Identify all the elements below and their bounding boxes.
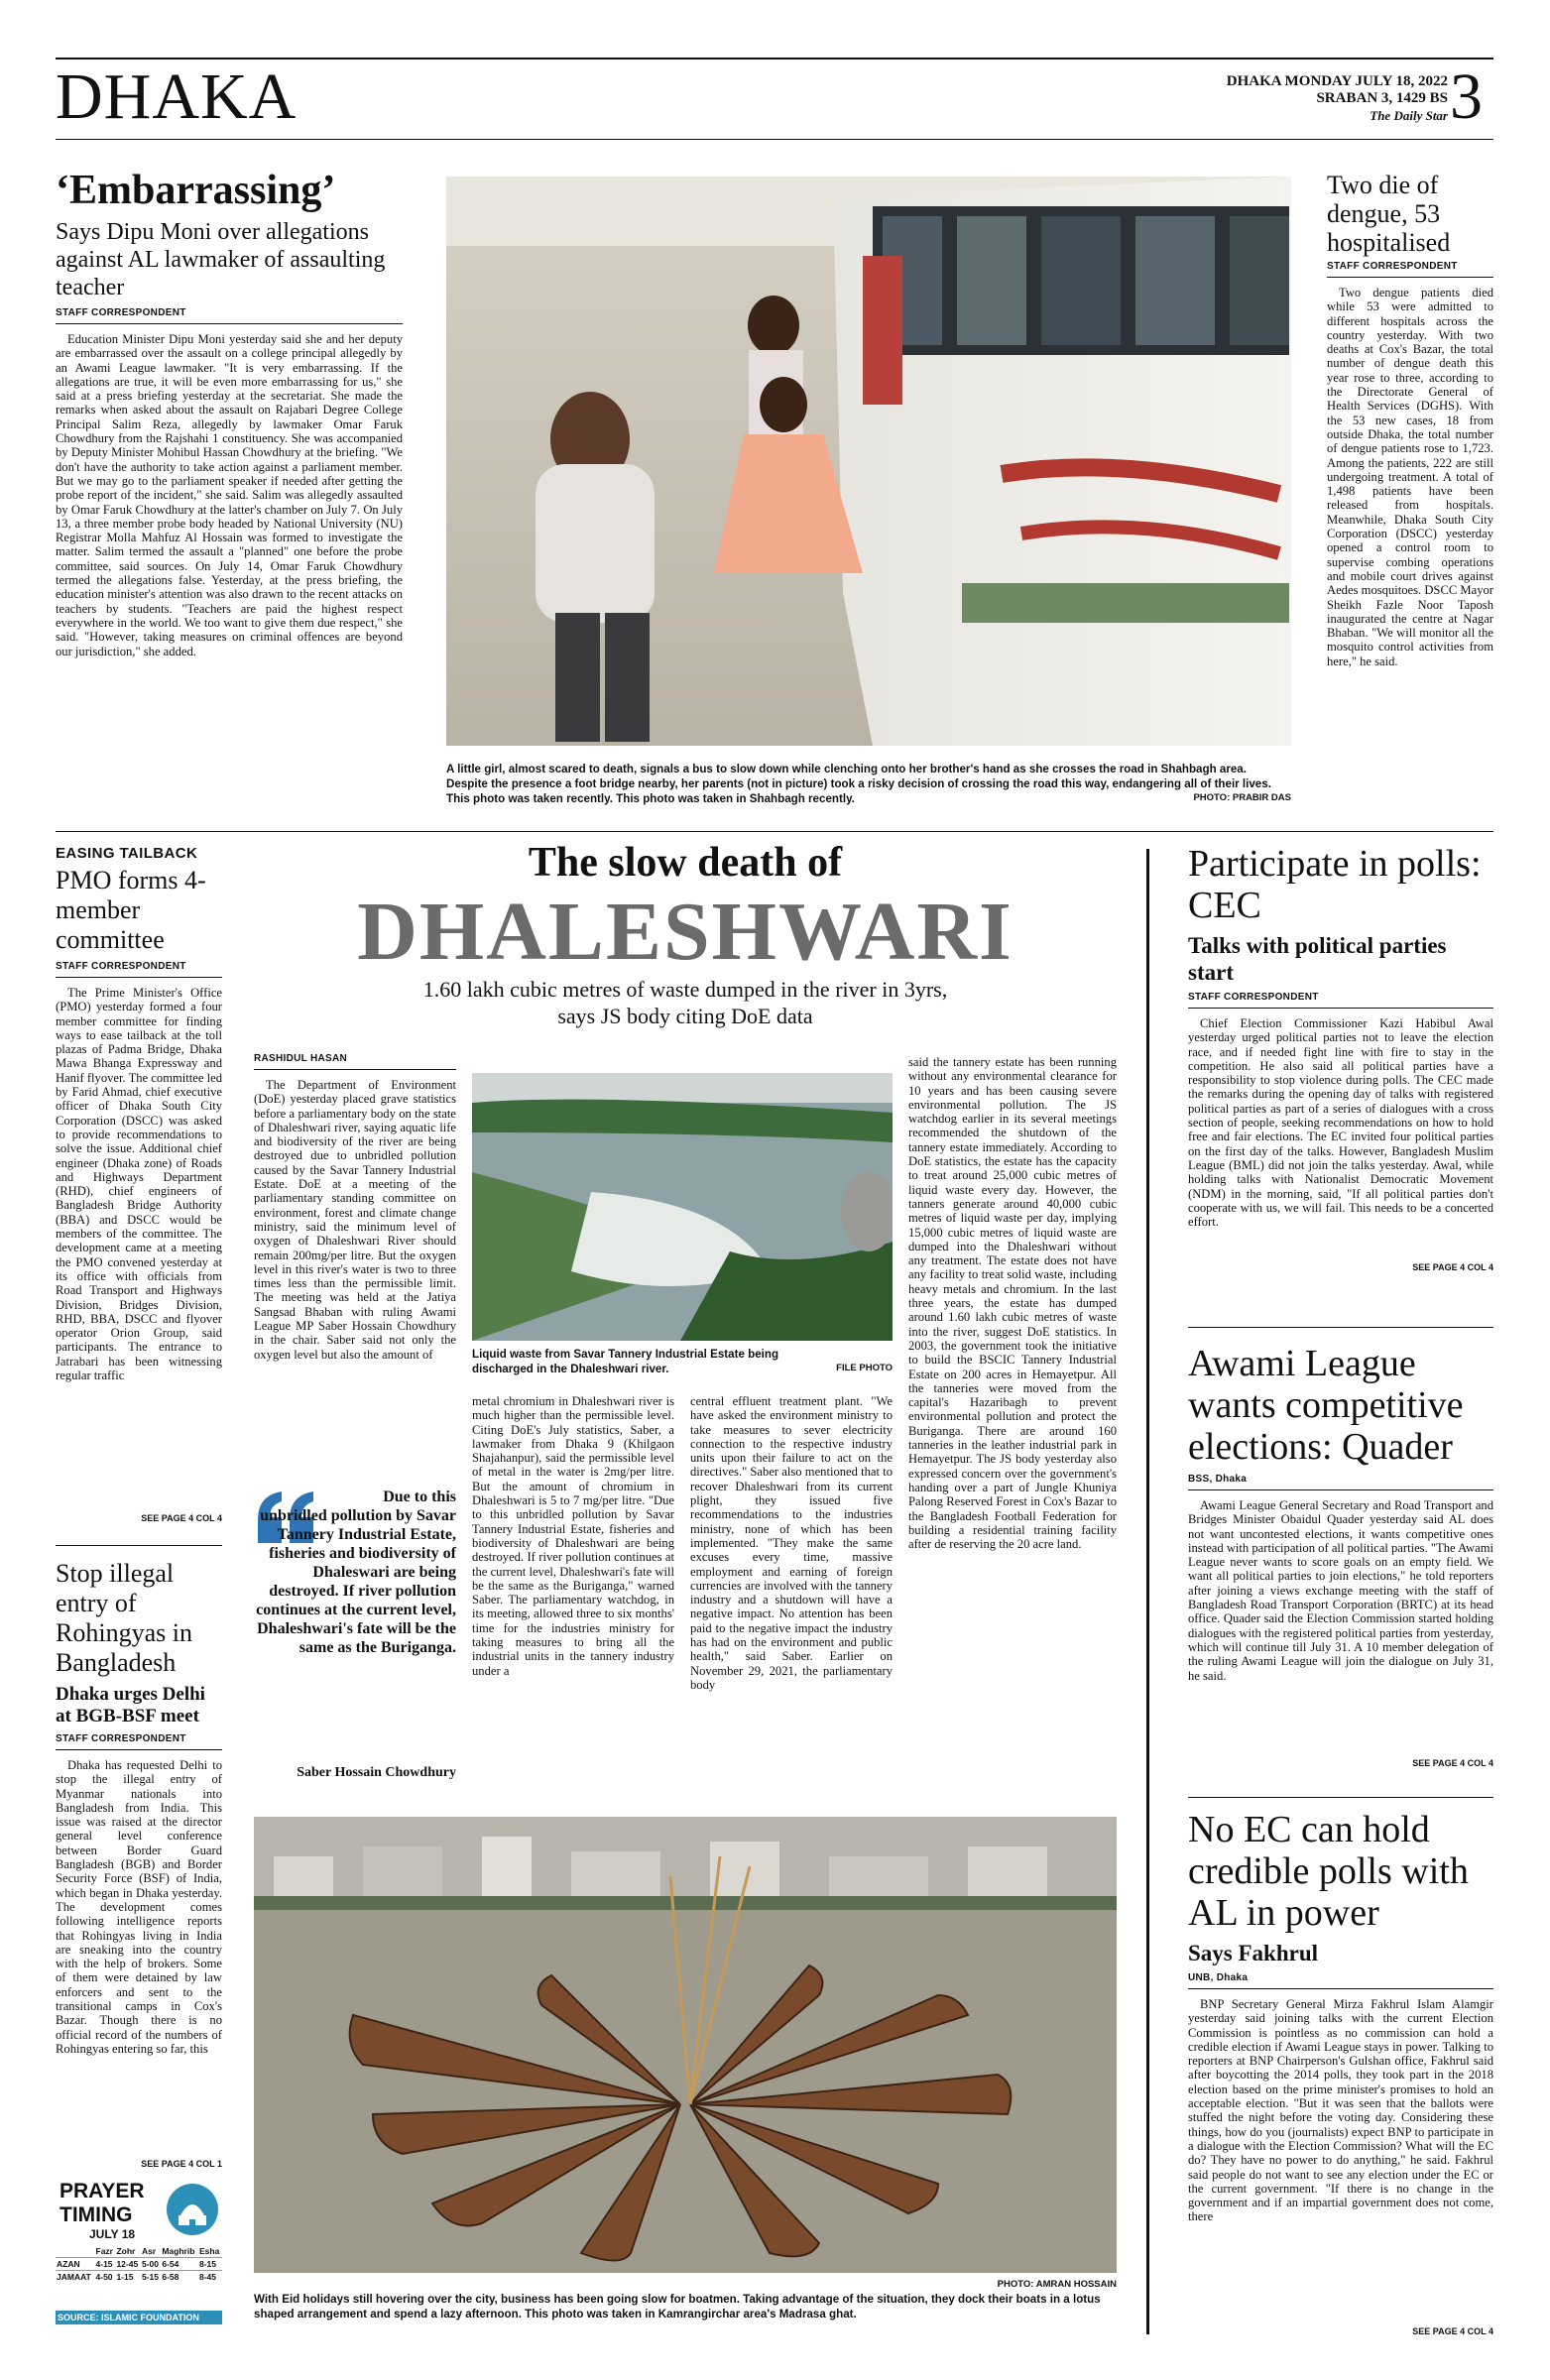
paper-name: The Daily Star xyxy=(1370,108,1448,123)
pmo-byline: STAFF CORRESPONDENT xyxy=(56,961,186,972)
bus-crossing-photo xyxy=(446,177,1291,746)
river-photo-caption: Liquid waste from Savar Tannery Industrial Estate being discharged in the Dhaleshwari river. xyxy=(472,1348,779,1375)
dhaleshwari-col3: central effluent treatment plant. "We have asked the environment ministry to take measures to sever electricity connection to the respective industry units upon their failure to act on the directives." Saber also mentioned that to recover Dhaleshwari from its current plight, they issued five recommendations to the industries ministry, none of which has been implemented. "They make the same excuses every time, massive employment and earning of foreign currencies are involved with the tannery industry and a shutdown will have a negative impact. No attention has been paid to the negative impact the industry has had on the environment and public health," said Saber. Earlier on November 29, 2021, the parliamentary body xyxy=(690,1394,893,1692)
dhaleshwari-headline-main: DHALESHWARI xyxy=(357,886,1013,978)
boats-lotus-photo xyxy=(254,1817,1117,2273)
quader-body: Awami League General Secretary and Road Transport and Bridges Minister Obaidul Quader yesterday said AL does not want uncontested elections, it wants competitive ones instead with participation of all political parties. "The Awami League never wants to score goals on an empty field. We want all political parties to join elections," he told reporters after joining a views exchange meeting with the staff of Bangladesh Road Transport Corporation (BRTC) at its head office. Quader said the Election Commission started holding dialogues with the registered political parties from yesterday, which will continue till July 31. A 10 member delegation of the ruling Awami League will join the dialogue on July 31, he said. xyxy=(1188,1498,1493,1683)
rohingya-subhead: Dhaka urges Delhi at BGB-BSF meet xyxy=(56,1684,205,1726)
prayer-date: JULY 18 xyxy=(89,2227,136,2241)
pull-quote-attribution: Saber Hossain Chowdhury xyxy=(297,1765,456,1780)
prayer-timing-box xyxy=(56,2178,222,2336)
quader-byline: BSS, Dhaka xyxy=(1188,1474,1248,1485)
rohingya-headline: Stop illegal entry of Rohingyas in Bangladesh xyxy=(56,1559,192,1677)
embarrassing-subhead: Says Dipu Moni over allegations against AL lawmaker of assaulting teacher xyxy=(56,219,386,300)
dhaleshwari-col4: said the tannery estate has been running without any environmental clearance for 10 years and has been causing severe environmental pollution. The JS watchdog earlier in its several meetings recommended the shutdown of the tannery estate immediately. According to DoE statistics, the estate has the capacity to treat around 25,000 cubic metres of liquid waste every day. However, the tanners generate around 40,000 cubic metres of liquid waste per day, implying 15,000 cubic metres of liquid waste are dumped into the Dhaleshwari without any treatment. The estate does not have any facility to treat solid waste, including heavy metals and chromium. In the last three years, the estate has dumped around 1.60 lakh cubic metres of waste into the river, suggest DoE statistics. In 2003, the government took the initiative to build the BSCIC Tannery Industrial Estate on 200 acres in Hemayetpur. All the tanneries were moved from the capital's Hazaribagh to prevent environmental pollution and protect the Buriganga. There are around 160 tanneries in the leather industrial park in Hemayetpur. The JS body yesterday also expressed concern over the government's handing over a part of Jungle Khuniya Palong Reserved Forest in Cox's Bazar to the Bangladesh Football Federation for building a residential training facility after de reserving the 20 acre land. xyxy=(908,1055,1117,1552)
bangla-date: SRABAN 3, 1429 BS xyxy=(1316,90,1448,106)
cec-body: Chief Election Commissioner Kazi Habibul Awal yesterday urged political parties not to leave the election race, and if needed fight line with fire to stay in the competition. He also said all political parties have a responsibility to stop violence during polls. The CEC made the remarks during the opening day of talks with registered political parties as part of a series of dialogues with a cross section of people, seeking recommendations on how to hold free and fair elections. The EC invited four political parties on the first day of the talks. However, Bangladesh Muslim League (BML) did not join the talks yesterday. Awal, while holding talks with Nationalist Democratic Movement (NDM) in the morning, said, "If all political parties don't cooperate with us, we will fail. This needs to be a concerted effort. xyxy=(1188,1016,1493,1230)
cec-see-page: SEE PAGE 4 COL 4 xyxy=(1412,1262,1493,1272)
river-waste-photo xyxy=(472,1073,893,1341)
fakhrul-byline: UNB, Dhaka xyxy=(1188,1972,1249,1983)
river-photo-credit: FILE PHOTO xyxy=(836,1363,893,1373)
pmo-body: The Prime Minister's Office (PMO) yesterday formed a four member committee for finding ways to ease tailback at the toll plazas of Padma Bridge, Dhaka Mawa Bhanga Expressway and Hanif flyover. The committee led by Farid Ahmad, chief executive officer of Dhaka South City Corporation (DSCC) was asked to provide recommendations to solve the issue. Additional chief engineer (Dhaka zone) of Roads and Highways Department (RHD), chief engineers of Bangladesh Bridge Authority (BBA) and DSCC would be members of the committee. The development came at a meeting the PMO convened yesterday at its office with officials from Road Transport and Highways Division, Bridges Division, RHD, BBA, DSCC and flyover operator Orion Group, said participants. The entrance to Jatrabari has been witnessing regular traffic xyxy=(56,986,222,1383)
section-title: DHAKA xyxy=(56,60,298,133)
quader-headline: Awami League wants competitive elections: Quader xyxy=(1188,1343,1464,1468)
dengue-headline: Two die of dengue, 53 hospitalised xyxy=(1327,171,1451,257)
quader-see-page: SEE PAGE 4 COL 4 xyxy=(1412,1758,1493,1768)
fakhrul-subhead: Says Fakhrul xyxy=(1188,1941,1319,1965)
boat-photo-caption: With Eid holidays still hovering over the city, business has been going slow for boatmen. Taking advantage of the situation, they dock their boats in a lotus shaped arrangement and spend a lazy afternoon. This photo was taken in Kamrangirchar area's Madrasa ghat. xyxy=(254,2293,1101,2320)
cec-headline: Participate in polls: CEC xyxy=(1188,843,1482,926)
dhaleshwari-col2: metal chromium in Dhaleshwari river is much higher than the permissible level. Citing DoE's July statistics, Saber, a lawmaker from Dhaka 9 (Khilgaon Shajahanpur), said the permissible level of metal in the water is 2mg/per litre. But the amount of chromium in Dhaleshwari is 5 to 7 mg/per litre. "Due to this unbridled pollution by Savar Tannery Industrial Estate, fisheries and biodiversity of Dhaleshwari are being destroyed. If river pollution continues at the current level, Dhaleshwari's fate will be the same as the Buriganga," warned Saber. The parliamentary watchdog, in its meeting, allowed three to six months' time for the industries ministry for taking measures to bring all the industrial units in the tannery industry under a xyxy=(472,1394,674,1678)
dengue-body: Two dengue patients died while 53 were admitted to different hospitals across the country yesterday. With two deaths at Cox's Bazar, the total number of dengue death this year rose to three, according to the Directorate General of Health Services (DGHS). With the 53 new cases, 18 from outside Dhaka, the total number of dengue patients rose to 1,723. Among the patients, 222 are still undergoing treatment. A total of 1,498 patients have been released from hospitals. Meanwhile, Dhaka South City Corporation (DSCC) yesterday opened a control room to supervise combing operations and mobile court drives against Aedes mosquitoes. DSCC Mayor Sheikh Fazle Noor Taposh inaugurated the centre at Nagar Bhaban. "We will monitor all the mosquito control activities from here," he said. xyxy=(1327,286,1493,668)
rohingya-body: Dhaka has requested Delhi to stop the illegal entry of Myanmar nationals into Bangladesh from India. This issue was raised at the director general level conference between Border Guard Bangladesh (BGB) and Border Security Force (BSF) of India, which began in Dhaka yesterday. The development comes following intelligence reports that Rohingyas living in India are sneaking into the country with the help of brokers. Some of them were detained by law enforcers and sent to the transitional camps in Cox's Bazar. Though there is no official record of the numbers of Rohingyas entering so far, this xyxy=(56,1758,222,2056)
cec-subhead: Talks with political parties start xyxy=(1188,933,1447,985)
embarrassing-headline: ‘Embarrassing’ xyxy=(56,168,336,213)
pull-quote xyxy=(254,1488,456,1785)
rohingya-see-page: SEE PAGE 4 COL 1 xyxy=(141,2159,222,2169)
dhaleshwari-subhead: 1.60 lakh cubic metres of waste dumped in the river in 3yrs, says JS body citing DoE data xyxy=(422,977,948,1028)
embarrassing-body: Education Minister Dipu Moni yesterday said she and her deputy are embarrassed over the assault on a college principal allegedly by an Awami League lawmaker. "It is very embarrassing. If the allegations are true, it will be even more embarrassing for us," she said at a press briefing yesterday at the secretariat. She made the remarks when asked about the assault on Rajabari Degree College Principal Salim Reza, allegedly by lawmaker Omar Faruk Chowdhury from the Rajshahi 1 constituency. She was accompanied by Deputy Minister Mohibul Hassan Chowdhury at the briefing. "We don't have the authority to take action against a parliament member. But we may go to the parliament speaker if needed after getting the probe report of the incident," she said. Salim was allegedly assaulted by Omar Faruk Chowdhury at the latter's chamber on July 7. On July 13, a three member probe body headed by National University (NU) Registrar Molla Mahfuz Al Hossain was formed to investigate the matter. Salim termed the assault a "planned" one before the probe committee, said sources. On July 14, Omar Faruk Chowdhury termed the allegations false. Yesterday, at the press briefing, the education minister's attention was also drawn to the recent attacks on teachers by students. "Teachers are paid the highest respect everywhere in the world. We too want to give them due respect," she said. "However, taking measures on criminal offences are beyond our jurisdiction," she added. xyxy=(56,332,403,658)
pmo-see-page: SEE PAGE 4 COL 4 xyxy=(141,1513,222,1523)
page-number: 3 xyxy=(1450,60,1483,133)
dhaleshwari-headline-top: The slow death of xyxy=(528,840,843,886)
fakhrul-headline: No EC can hold credible polls with AL in power xyxy=(1188,1809,1469,1934)
fakhrul-body: BNP Secretary General Mirza Fakhrul Islam Alamgir yesterday said joining talks with the current Election Commission is pointless as no commission can hold a credible election if Awami League stays in power. Talking to reporters at BNP Chairperson's Gulshan office, Fakhrul said after boycotting the 2014 polls, they took part in the 2018 election based on the prime minister's promises to hold an acceptable election. "But it was seen that the ballots were stuffed the night before the voting day. Considering these things, how do you (journalists) expect BNP to participate in a dialogue with the Election Commission? What will the EC do? They have no power to do anything," he said. Fakhrul said people do not want to see any election under the EC or the current government. "If there is no change in the government and if an impartial government does not come, there xyxy=(1188,1997,1493,2224)
dhaleshwari-byline: RASHIDUL HASAN xyxy=(254,1053,348,1064)
rohingya-byline: STAFF CORRESPONDENT xyxy=(56,1733,186,1744)
prayer-source: SOURCE: ISLAMIC FOUNDATION xyxy=(56,2311,222,2324)
prayer-header-row: Fazr Zohr Asr Maghrib Esha xyxy=(95,2246,220,2256)
mosque-icon xyxy=(165,2182,220,2237)
prayer-azan-row: AZAN 4-15 12-45 5-00 6-54 8-15 xyxy=(56,2258,222,2271)
cec-byline: STAFF CORRESPONDENT xyxy=(1188,992,1319,1003)
dhaleshwari-col1: The Department of Environment (DoE) yesterday placed grave statistics before a parliamentary body on the state of Dhaleshwari river, saying aquatic life and biodiversity of the river are being destroyed due to unbridled pollution caused by the Savar Tannery Industrial Estate. DoE at a meeting of the parliamentary standing committee on environment, forest and climate change ministry, said the minimum level of oxygen of Dhaleshwari River should remain 200mg/per litre. But the oxygen level in this river's water is two to three times less than the permissible limit. The meeting was held at the Jatiya Sangsad Bhaban with ruling Awami League MP Saber Hossain Chowdhury in the chair. Saber said not only the oxygen level but also the amount of xyxy=(254,1078,456,1362)
prayer-jamaat-row: JAMAAT 4-50 1-15 5-15 6-58 8-45 xyxy=(56,2271,222,2284)
pmo-headline: PMO forms 4-member committee xyxy=(56,866,206,954)
top-photo-credit: PHOTO: PRABIR DAS xyxy=(1193,792,1291,803)
dengue-byline: STAFF CORRESPONDENT xyxy=(1327,261,1458,272)
prayer-title-2: TIMING xyxy=(60,2203,133,2226)
date-line: DHAKA MONDAY JULY 18, 2022 xyxy=(1226,73,1448,89)
pmo-kicker: EASING TAILBACK xyxy=(56,845,198,862)
boat-photo-credit: PHOTO: AMRAN HOSSAIN xyxy=(997,2279,1117,2290)
top-photo-caption: A little girl, almost scared to death, signals a bus to slow down while clenching onto her brother's hand as she crosses the road in Shahbagh area. Despite the presence a foot bridge nearby, her parents (not in picture) took a risky decision of crossing the road this way, endangering all of their lives. This photo was taken recently. This photo was taken in Shahbagh recently. xyxy=(446,763,1271,805)
pull-quote-text: Due to this unbridled pollution by Savar Tannery Industrial Estate, fisheries and biodiversity of Dhaleswari are being destroyed. If river pollution continues at the current level, Dhaleshwari's fate will be the same as the Buriganga. xyxy=(256,1488,456,1656)
prayer-title-1: PRAYER xyxy=(60,2180,145,2202)
fakhrul-see-page: SEE PAGE 4 COL 4 xyxy=(1412,2326,1493,2336)
embarrassing-byline: STAFF CORRESPONDENT xyxy=(56,307,186,318)
